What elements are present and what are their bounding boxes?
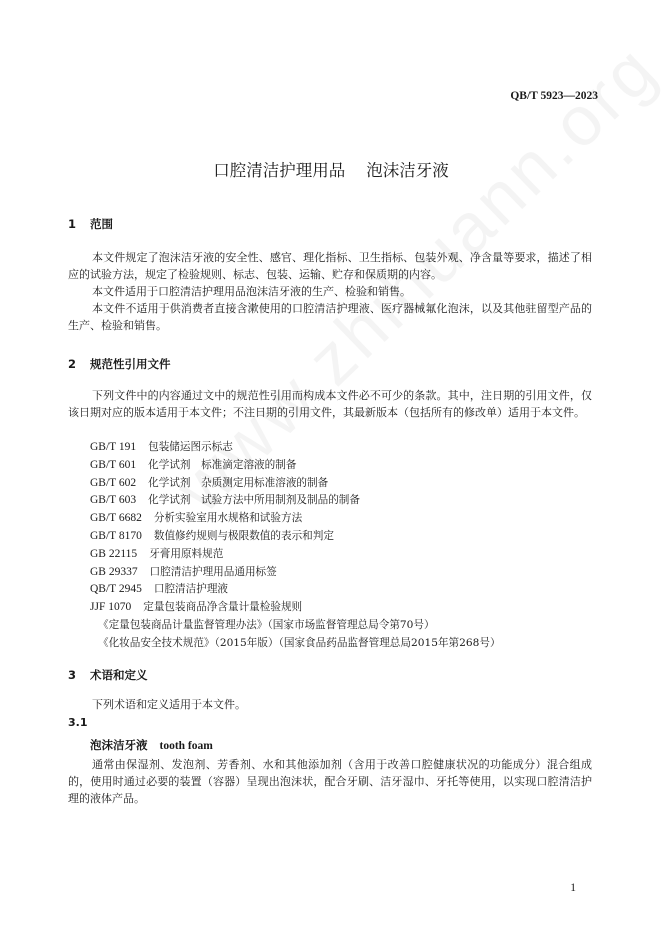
paragraph: 本文件规定了泡沫洁牙液的安全性、感官、理化指标、卫生指标、包装外观、净含量等要求，描述了相应的试验方法，规定了检验规则、标志、包装、运输、贮存和保质期的内容。 bbox=[68, 251, 592, 281]
list-item bbox=[90, 546, 501, 564]
reference-title: 牙膏用原料规范 bbox=[149, 547, 224, 560]
section-heading-terms-and-definitions bbox=[68, 667, 148, 683]
paragraph: 下列文件中的内容通过文中的规范性引用而构成本文件必不可少的条款。其中，注日期的引用文件，仅该日期对应的版本适用于本文件；不注日期的引用文件，其最新版本（包括所有的修改单）适用于本文件。 bbox=[68, 389, 592, 419]
reference-code: GB 29337 bbox=[90, 565, 138, 578]
reference-code: GB/T 8170 bbox=[90, 529, 142, 542]
list-item bbox=[90, 599, 501, 617]
regulation-title: 《化妆品安全技术规范》（2015年版）（国家食品药品监督管理总局2015年第268号） bbox=[98, 636, 501, 649]
term-name-cn: 泡沫洁牙液 bbox=[90, 738, 148, 752]
list-item bbox=[90, 492, 501, 510]
section-heading-scope bbox=[68, 216, 113, 232]
reference-code: GB/T 603 bbox=[90, 494, 137, 507]
term-number: 3.1 bbox=[68, 716, 88, 729]
section-number: 3 bbox=[68, 668, 77, 682]
reference-code: QB/T 2945 bbox=[90, 583, 142, 596]
term-definition: 通常由保湿剂、发泡剂、芳香剂、水和其他添加剂（含用于改善口腔健康状况的功能成分）混合组成的，使用时通过必要的装置（容器）呈现出泡沫状，配合牙刷、洁牙湿巾、牙托等使用，以实现口腔清洁护理的液体产品。 bbox=[68, 758, 592, 805]
list-item bbox=[90, 457, 501, 475]
list-item bbox=[90, 564, 501, 582]
reference-title: 包装储运图示标志 bbox=[148, 441, 233, 453]
section-number: 2 bbox=[68, 357, 77, 371]
reference-title: 化学试剂 试验方法中所用制剂及制品的制备 bbox=[148, 494, 360, 507]
list-item bbox=[90, 581, 501, 599]
list-item bbox=[98, 617, 501, 635]
section-heading-normative-references bbox=[68, 356, 171, 372]
list-item bbox=[90, 528, 501, 546]
list-item bbox=[90, 475, 501, 493]
section-title: 术语和定义 bbox=[90, 668, 148, 682]
list-item bbox=[90, 439, 501, 457]
reference-code: GB/T 191 bbox=[90, 441, 137, 453]
reference-title: 数值修约规则与极限数值的表示和判定 bbox=[153, 529, 334, 542]
term-name-en: tooth foam bbox=[159, 740, 213, 752]
paragraph: 本文件适用于口腔清洁护理用品泡沫洁牙液的生产、检验和销售。 bbox=[92, 285, 411, 298]
reference-code: GB 22115 bbox=[90, 547, 138, 560]
reference-title: 化学试剂 杂质测定用标准溶液的制备 bbox=[148, 476, 329, 489]
list-item bbox=[98, 635, 501, 653]
section-title: 规范性引用文件 bbox=[90, 357, 171, 371]
regulation-title: 《定量包装商品计量监督管理办法》（国家市场监督管理总局令第70号） bbox=[98, 618, 435, 631]
reference-title: 定量包装商品净含量计量检验规则 bbox=[143, 601, 303, 614]
reference-code: GB/T 602 bbox=[90, 476, 137, 489]
reference-code: GB/T 601 bbox=[90, 458, 137, 471]
paragraph: 本文件不适用于供消费者直接含漱使用的口腔清洁护理液、医疗器械氟化泡沫，以及其他驻留型产品的生产、检验和销售。 bbox=[68, 302, 592, 332]
section-title: 范围 bbox=[90, 217, 113, 231]
list-item bbox=[90, 510, 501, 528]
document-title: 口腔清洁护理用品 泡沫洁牙液 bbox=[213, 161, 449, 180]
reference-title: 口腔清洁护理液 bbox=[153, 583, 229, 596]
standard-code: QB/T 5923—2023 bbox=[510, 90, 598, 102]
page-number: 1 bbox=[570, 882, 576, 894]
paragraph: 下列术语和定义适用于本文件。 bbox=[92, 698, 246, 711]
reference-title: 分析实验室用水规格和试验方法 bbox=[153, 512, 303, 525]
section-number: 1 bbox=[68, 217, 77, 231]
reference-title: 化学试剂 标准滴定溶液的制备 bbox=[148, 458, 297, 471]
reference-code: JJF 1070 bbox=[90, 601, 132, 614]
reference-list bbox=[90, 439, 501, 653]
reference-title: 口腔清洁护理用品通用标签 bbox=[149, 565, 277, 578]
reference-code: GB/T 6682 bbox=[90, 512, 142, 525]
term-name bbox=[90, 737, 213, 753]
